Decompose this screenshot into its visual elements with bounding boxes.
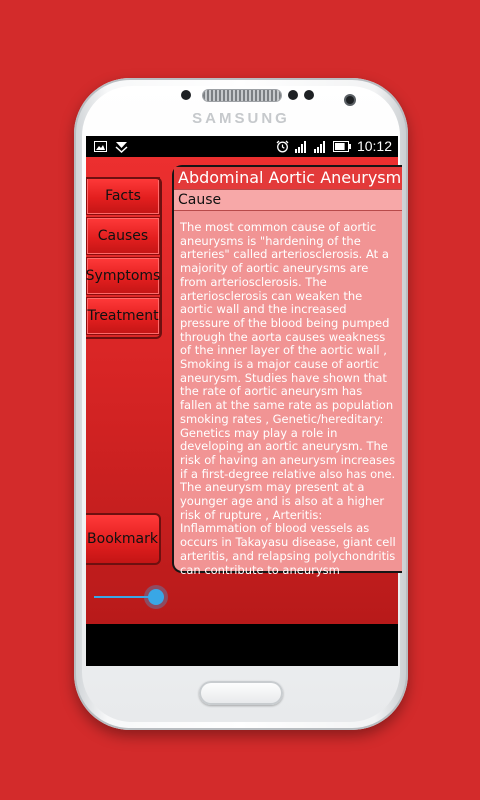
home-button[interactable] — [199, 681, 283, 705]
status-bar — [86, 136, 398, 157]
signal-icon-2 — [314, 140, 327, 153]
article-text[interactable]: The most common cause of aortic aneurysms is "hardening of the arteries" called arteriosclerosis. At a majority of aortic aneurysms are from arteriosclerosis. The arteriosclerosis can weaken the aortic wall and the increased pressure of the blood being pumped through the aorta causes weakness of the inner layer of the aortic wall , Smoking is a major cause of aortic aneurysm. Studies have shown that the rate of aortic aneurysm has fallen at the same rate as population smoking rates , Genetic/hereditary: Genetics may play a role in developing an aortic aneurysm. The risk of having an aneurysm increases if a first-degree relative also has one. The aneurysm may present at a younger age and is also at a higher risk of rupture , Arteritis: Inflammation of blood vessels as occurs in Takayasu disease, giant cell arteritis, and relapsing polychondritis can contribute to aneurysm — [180, 220, 396, 577]
bookmark-button[interactable]: Bookmark — [86, 513, 161, 565]
front-camera-icon — [346, 96, 354, 104]
section-heading: Cause — [174, 189, 402, 211]
nav-treatment-button[interactable]: Treatment — [86, 297, 160, 335]
gallery-icon — [94, 140, 107, 153]
brand-logo: SAMSUNG — [192, 110, 290, 127]
download-icon — [115, 140, 128, 153]
content-panel — [172, 165, 402, 577]
app-area — [85, 157, 402, 624]
screen — [85, 136, 402, 666]
bottom-bar — [86, 624, 398, 666]
battery-fill — [335, 143, 345, 150]
text-size-slider[interactable] — [94, 587, 164, 607]
side-nav — [86, 167, 161, 347]
light-sensor-icon — [304, 90, 314, 100]
alarm-icon — [276, 140, 289, 153]
nav-symptoms-button[interactable]: Symptoms — [86, 257, 160, 295]
slider-thumb[interactable] — [148, 589, 164, 605]
proximity-sensor-icon — [288, 90, 298, 100]
nav-facts-button[interactable]: Facts — [86, 177, 160, 215]
nav-causes-button[interactable]: Causes — [86, 217, 160, 255]
front-sensor-icon — [181, 90, 191, 100]
battery-icon — [333, 141, 351, 152]
status-time: 10:12 — [356, 138, 392, 154]
page-title: Abdominal Aortic Aneurysm — [174, 167, 402, 189]
earpiece-speaker — [203, 90, 281, 101]
slider-track[interactable] — [94, 596, 154, 598]
signal-icon — [295, 140, 308, 153]
